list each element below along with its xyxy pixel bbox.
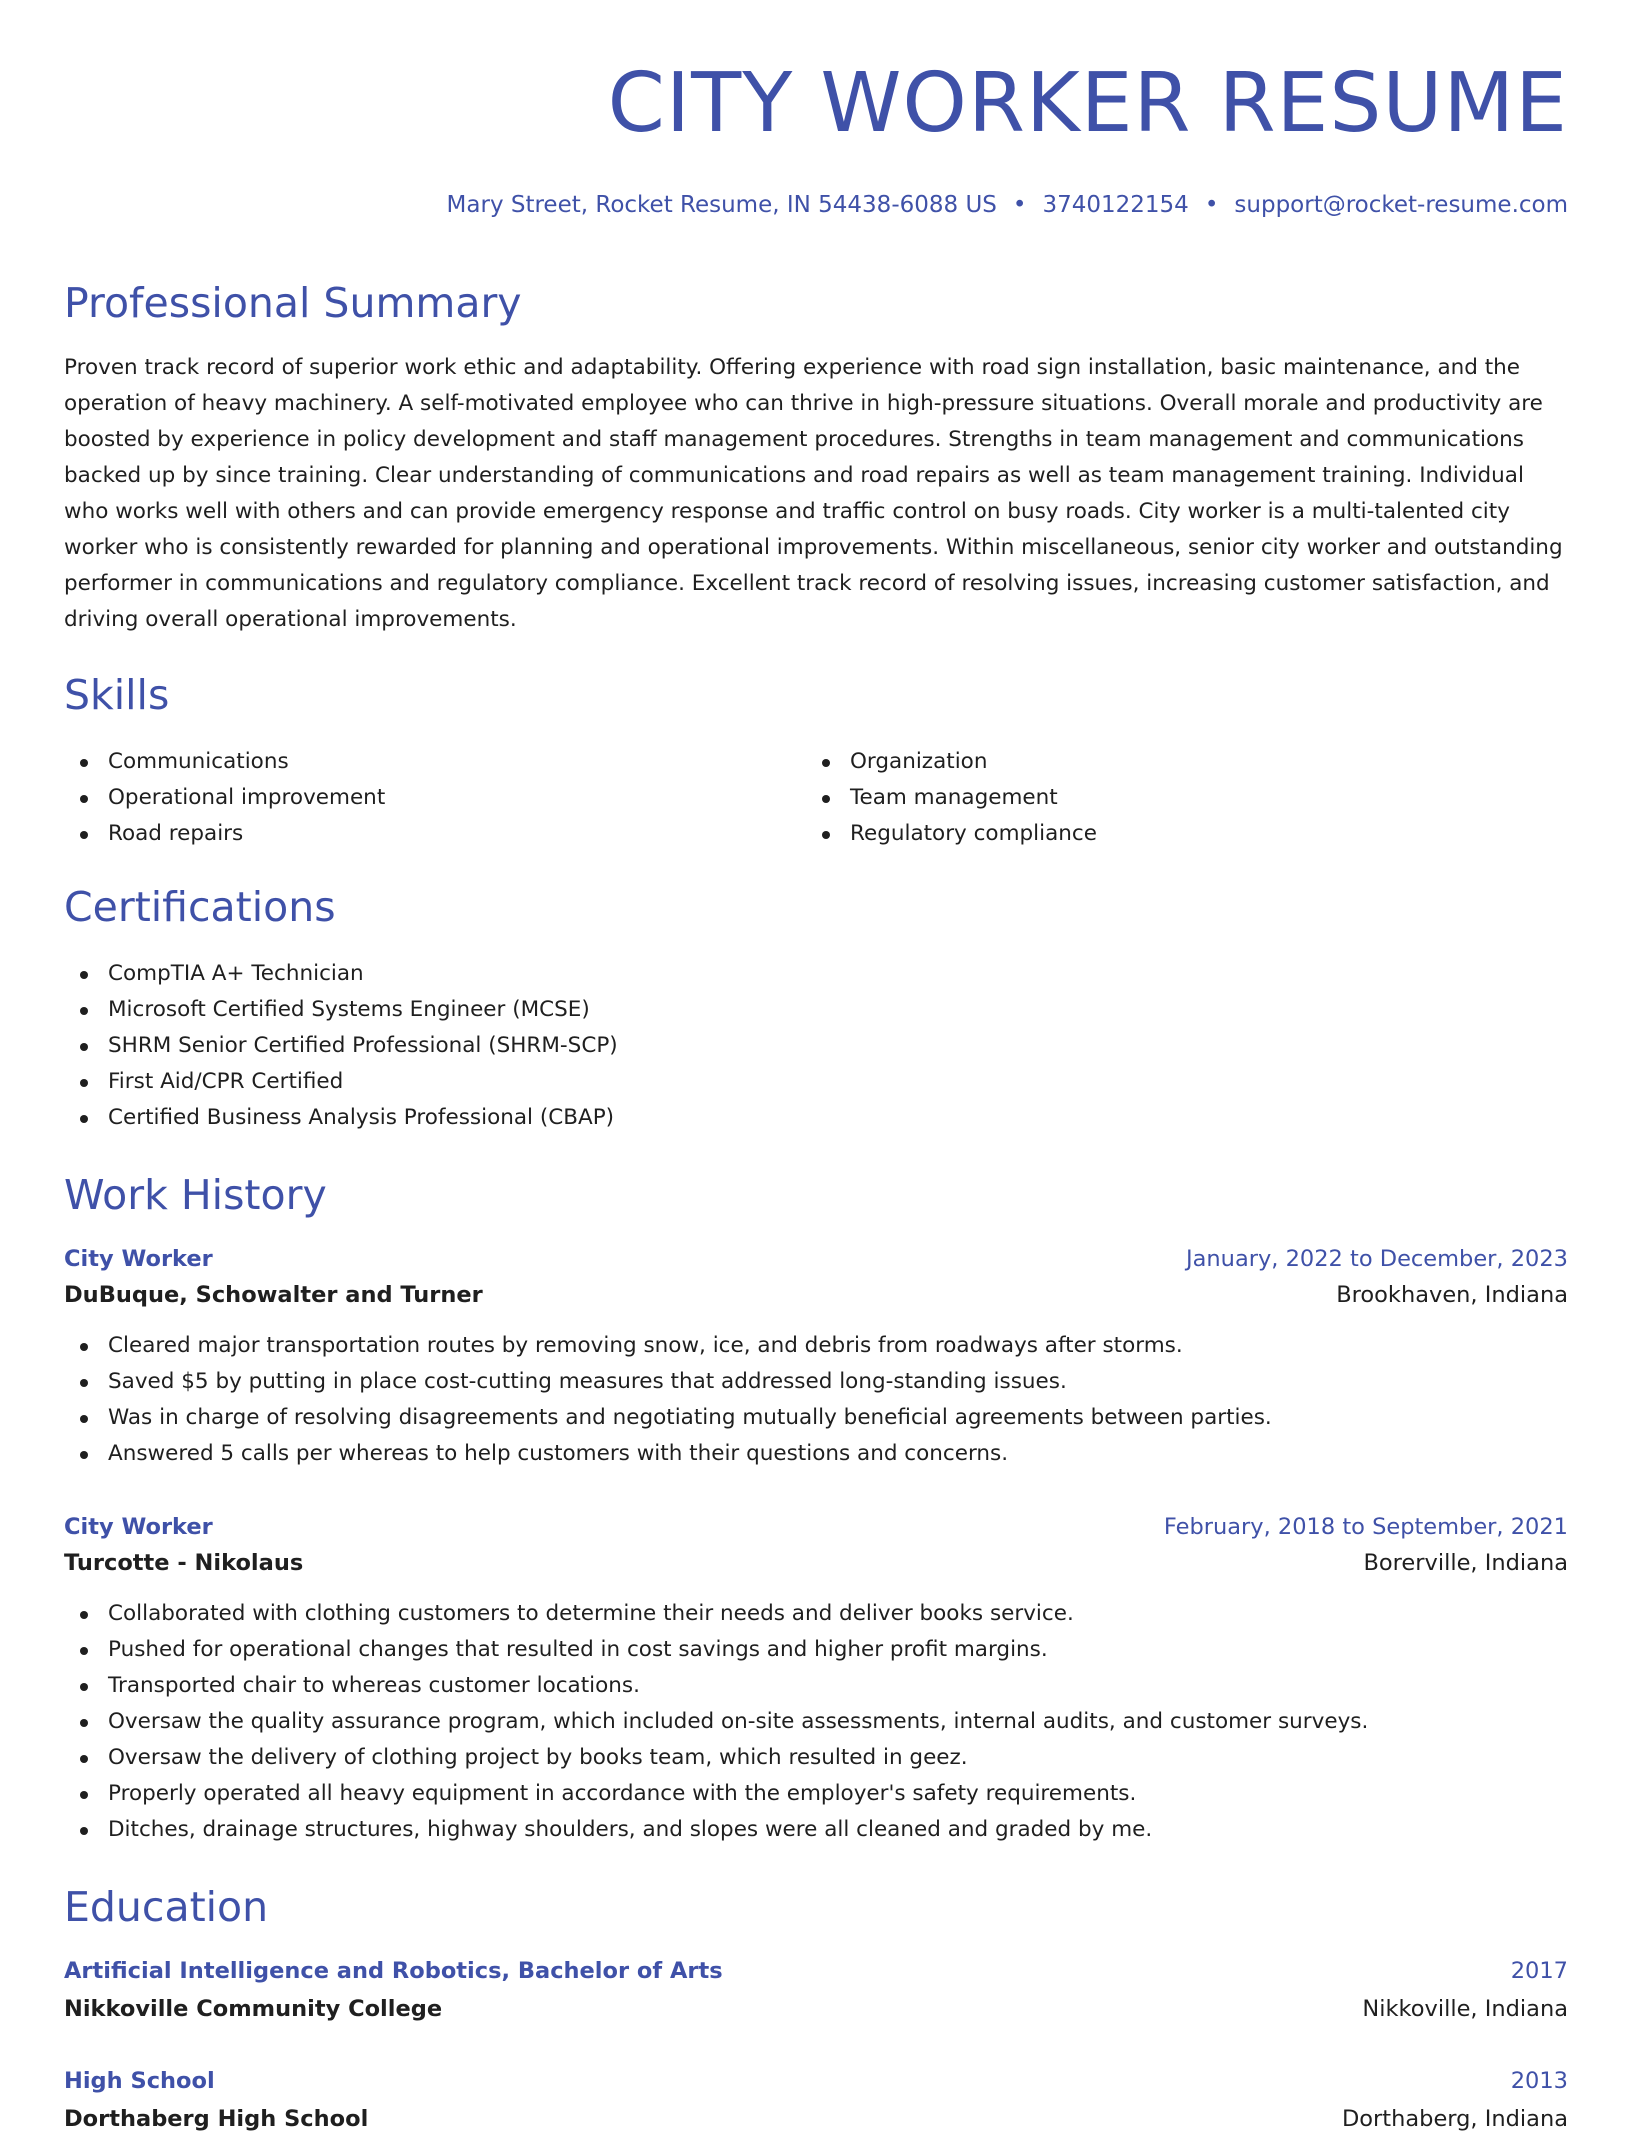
job-title: City Worker xyxy=(64,1514,213,1540)
contact-phone: 3740122154 xyxy=(1042,192,1189,218)
contact-address: Mary Street, Rocket Resume, IN 54438-6088 US xyxy=(446,192,997,218)
education-section xyxy=(64,1882,1568,2140)
job-location: Brookhaven, Indiana xyxy=(1336,1282,1568,1308)
section-heading: Certifications xyxy=(64,883,336,931)
job-dates: January, 2022 to December, 2023 xyxy=(1186,1246,1568,1272)
education-entry xyxy=(64,2064,1568,2140)
section-heading: Work History xyxy=(64,1171,327,1219)
certification-item: Microsoft Certified Systems Engineer (MCSE) xyxy=(64,992,1568,1028)
job-employer xyxy=(64,1276,1568,1314)
certifications-list xyxy=(64,956,1568,1136)
school-location: Nikkoville, Indiana xyxy=(1362,1996,1568,2022)
education-school xyxy=(64,2098,1568,2140)
skill-item: Operational improvement xyxy=(64,780,806,816)
graduation-year: 2013 xyxy=(1510,2068,1568,2094)
company-name: Turcotte - Nikolaus xyxy=(64,1550,304,1576)
degree-name: Artificial Intelligence and Robotics, Bachelor of Arts xyxy=(64,1958,723,1984)
job-title: City Worker xyxy=(64,1246,213,1272)
job-bullet: Cleared major transportation routes by removing snow, ice, and debris from roadways after storms. xyxy=(64,1328,1568,1364)
skill-item: Regulatory compliance xyxy=(806,816,1548,852)
skill-item: Team management xyxy=(806,780,1548,816)
job-bullet: Oversaw the delivery of clothing project by books team, which resulted in geez. xyxy=(64,1740,1568,1776)
education-entry xyxy=(64,1954,1568,2030)
contact-email[interactable]: support@rocket-resume.com xyxy=(1234,192,1568,218)
job-bullet: Ditches, drainage structures, highway shoulders, and slopes were all cleaned and graded by me. xyxy=(64,1812,1568,1848)
job-bullets xyxy=(64,1328,1568,1472)
job-bullets xyxy=(64,1596,1568,1848)
section-heading: Education xyxy=(64,1883,269,1931)
resume-title: CITY WORKER RESUME xyxy=(607,56,1568,151)
degree-name: High School xyxy=(64,2068,215,2094)
separator-dot: • xyxy=(1204,192,1219,218)
job-bullet: Transported chair to whereas customer locations. xyxy=(64,1668,1568,1704)
skill-item: Communications xyxy=(64,744,806,780)
job-bullet: Collaborated with clothing customers to determine their needs and deliver books service. xyxy=(64,1596,1568,1632)
job-bullet: Answered 5 calls per whereas to help customers with their questions and concerns. xyxy=(64,1436,1568,1472)
work-history-section xyxy=(64,1170,1568,1848)
school-location: Dorthaberg, Indiana xyxy=(1341,2106,1568,2132)
job-location: Borerville, Indiana xyxy=(1363,1550,1568,1576)
certification-item: First Aid/CPR Certified xyxy=(64,1064,1568,1100)
graduation-year: 2017 xyxy=(1510,1958,1568,1984)
job-bullet: Oversaw the quality assurance program, which included on-site assessments, internal audits, and customer surveys. xyxy=(64,1704,1568,1740)
section-heading: Professional Summary xyxy=(64,279,522,327)
job-header xyxy=(64,1510,1568,1544)
certification-item: CompTIA A+ Technician xyxy=(64,956,1568,992)
skills-list-left xyxy=(64,744,806,852)
job-header xyxy=(64,1242,1568,1276)
skills-section xyxy=(64,670,1568,852)
resume-page xyxy=(64,0,1568,2140)
company-name: DuBuque, Schowalter and Turner xyxy=(64,1282,483,1308)
education-header xyxy=(64,2064,1568,2098)
job-bullet: Properly operated all heavy equipment in accordance with the employer's safety requirements. xyxy=(64,1776,1568,1812)
skills-list-right xyxy=(806,744,1548,852)
job-dates: February, 2018 to September, 2021 xyxy=(1163,1514,1568,1540)
job-bullet: Saved $5 by putting in place cost-cutting measures that addressed long-standing issues. xyxy=(64,1364,1568,1400)
job-bullet: Was in charge of resolving disagreements and negotiating mutually beneficial agreements between parties. xyxy=(64,1400,1568,1436)
skill-item: Organization xyxy=(806,744,1548,780)
certifications-section xyxy=(64,882,1568,1136)
certification-item: SHRM Senior Certified Professional (SHRM-SCP) xyxy=(64,1028,1568,1064)
certification-item: Certified Business Analysis Professional (CBAP) xyxy=(64,1100,1568,1136)
job-bullet: Pushed for operational changes that resulted in cost savings and higher profit margins. xyxy=(64,1632,1568,1668)
summary-text: Proven track record of superior work ethic and adaptability. Offering experience with road sign installation, basic maintenance, and the operation of heavy machinery. A self-motivated employee who can thrive in high-pressure situations. Overall morale and productivity are boosted by experience in policy development and staff management procedures. Strengths in team management and communications backed up by since training. Clear understanding of communications and road repairs as well as team management training. Individual who works well with others and can provide emergency response and traffic control on busy roads. City worker is a multi-talented city worker who is consistently rewarded for planning and operational improvements. Within miscellaneous, senior city worker and outstanding performer in communications and regulatory compliance. Excellent track record of resolving issues, increasing customer satisfaction, and driving overall operational improvements. xyxy=(64,355,1563,632)
job-entry xyxy=(64,1510,1568,1848)
school-name: Nikkoville Community College xyxy=(64,1996,443,2022)
skills-columns xyxy=(64,744,1568,852)
education-header xyxy=(64,1954,1568,1988)
contact-line xyxy=(64,190,1568,220)
education-school xyxy=(64,1988,1568,2030)
skill-item: Road repairs xyxy=(64,816,806,852)
section-heading: Skills xyxy=(64,671,170,719)
job-entry xyxy=(64,1242,1568,1472)
school-name: Dorthaberg High School xyxy=(64,2106,369,2132)
separator-dot: • xyxy=(1012,192,1027,218)
summary-section xyxy=(64,278,1568,638)
job-employer xyxy=(64,1544,1568,1582)
